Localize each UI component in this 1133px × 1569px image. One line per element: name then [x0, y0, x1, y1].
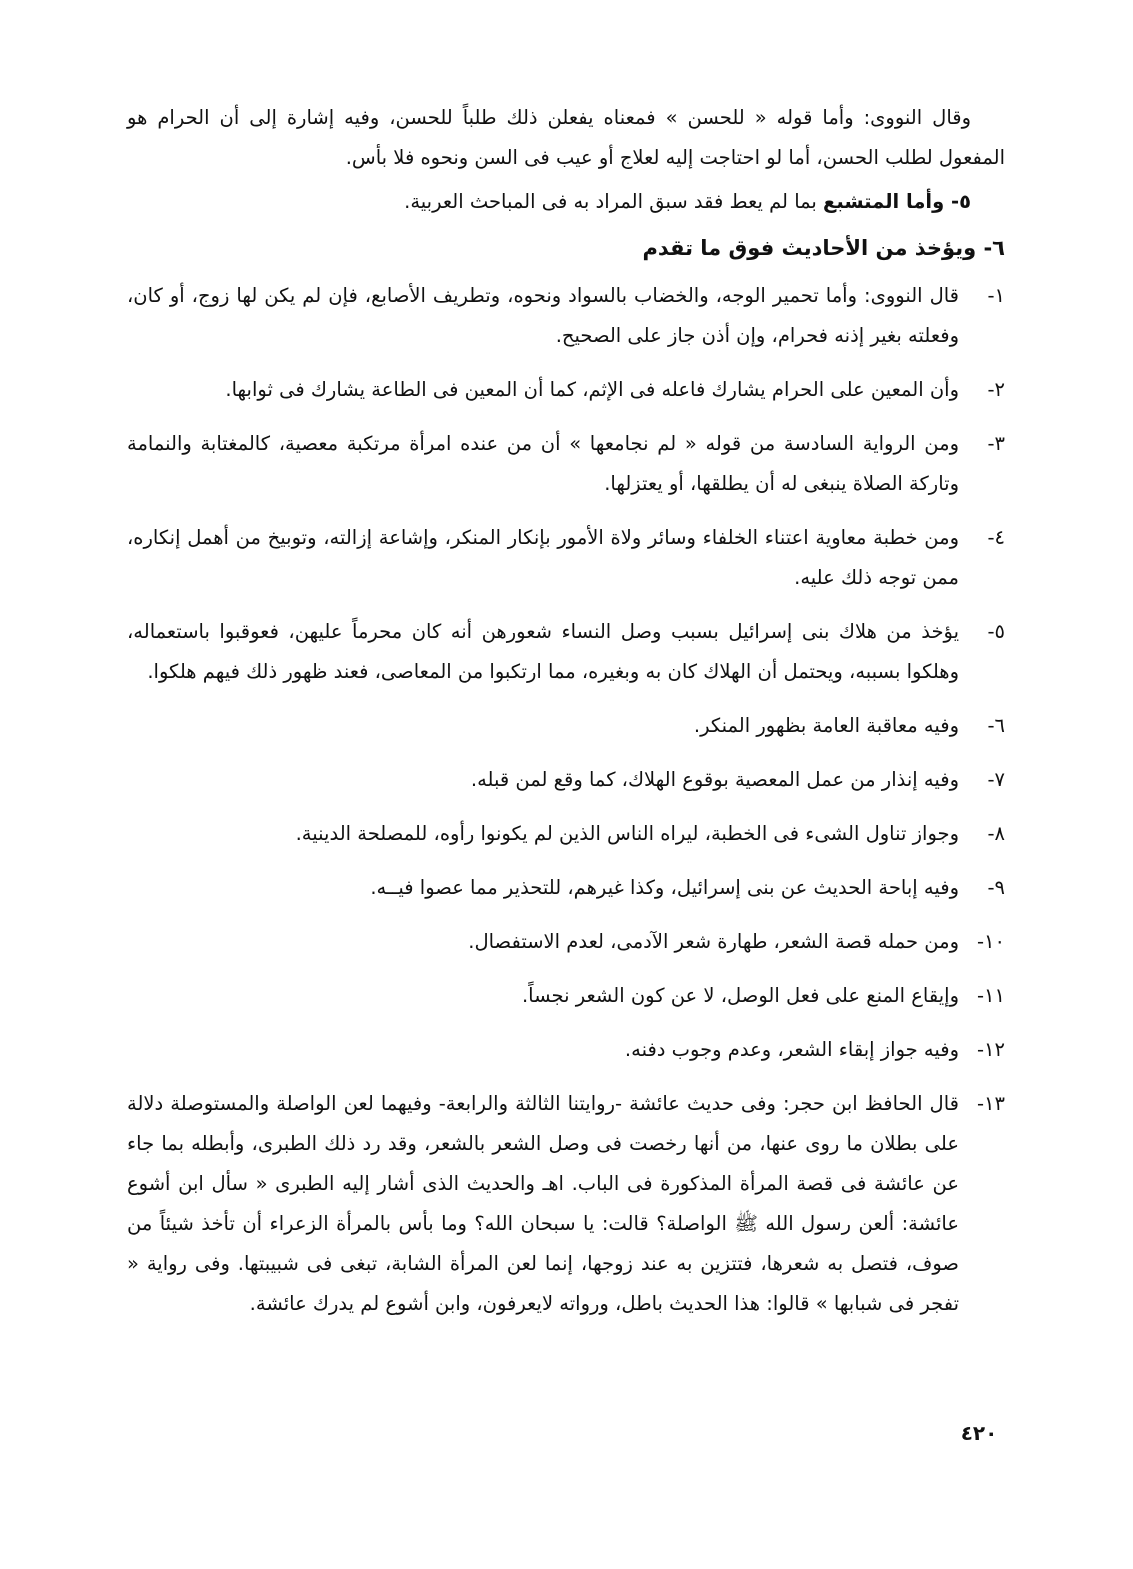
item-text: قال النووى: وأما تحمير الوجه، والخضاب بالسواد ونحوه، وتطريف الأصابع، فإن لم يكن لها زوج، أو كان، وفعلته بغير إذنه فحرام، وإن أذن جاز على الصحيح.	[127, 284, 959, 347]
list-item	[127, 1030, 1005, 1070]
document-page	[127, 98, 1005, 1338]
item-number: ١٠-	[977, 930, 1005, 953]
item-number: ١-	[987, 284, 1005, 307]
item-5-rest: بما لم يعط فقد سبق المراد به فى المباحث العربية.	[404, 190, 824, 213]
item-number: ٣-	[987, 432, 1005, 455]
item-text: ومن خطبة معاوية اعتناء الخلفاء وسائر ولاة الأمور بإنكار المنكر، وإشاعة إزالته، وتوبيخ من أهمل إنكاره، ممن توجه ذلك عليه.	[127, 526, 959, 589]
list-item	[127, 706, 1005, 746]
list-item	[127, 976, 1005, 1016]
list-item	[127, 868, 1005, 908]
list-item	[127, 612, 1005, 692]
item-number: ١٢-	[977, 1038, 1005, 1061]
item-number: ٢-	[987, 378, 1005, 401]
nawawi-paragraph: وقال النووى: وأما قوله « للحسن » فمعناه يفعلن ذلك طلباً للحسن، وفيه إشارة إلى أن الحرام هو المفعول لطلب الحسن، أما لو احتاجت إليه لعلاج أو عيب فى السن ونحوه فلا بأس.	[127, 106, 1005, 169]
item-number: ٧-	[987, 768, 1005, 791]
item-text: وإيقاع المنع على فعل الوصل، لا عن كون الشعر نجساً.	[521, 984, 959, 1007]
item-number: ٤-	[987, 526, 1005, 549]
item-5-lead: ٥- وأما المتشبع	[823, 190, 971, 213]
item-number: ٨-	[987, 822, 1005, 845]
list-item	[127, 814, 1005, 854]
list-item	[127, 276, 1005, 356]
list-item	[127, 1084, 1005, 1324]
page-number: ٤٢٠	[960, 1421, 998, 1445]
item-text: ومن الرواية السادسة من قوله « لم نجامعها » أن من عنده امرأة مرتكبة معصية، كالمغتابة والنمامة وتاركة الصلاة ينبغى له أن يطلقها، أو يعتزلها.	[127, 432, 959, 495]
list-item	[127, 370, 1005, 410]
section-heading: ٦- ويؤخذ من الأحاديث فوق ما تقدم	[642, 236, 1005, 260]
item-text: وفيه إنذار من عمل المعصية بوقوع الهلاك، كما وقع لمن قبله.	[470, 768, 959, 791]
item-text: يؤخذ من هلاك بنى إسرائيل بسبب وصل النساء شعورهن أنه كان محرماً عليهن، فعوقبوا باستعماله، وهلكوا بسببه، ويحتمل أن الهلاك كان به وبغيره، مما ارتكبوا من المعاصى، فعند ظهور ذلك فيهم هلكوا.	[127, 620, 959, 683]
list-item	[127, 518, 1005, 598]
derived-rulings-list	[127, 276, 1005, 1324]
item-number: ٥-	[987, 620, 1005, 643]
item-text: وفيه جواز إبقاء الشعر، وعدم وجوب دفنه.	[624, 1038, 959, 1061]
list-item	[127, 760, 1005, 800]
item-text: وفيه إباحة الحديث عن بنى إسرائيل، وكذا غيرهم، للتحذير مما عصوا فيــه.	[370, 876, 959, 899]
item-text: ومن حمله قصة الشعر، طهارة شعر الآدمى، لعدم الاستفصال.	[468, 930, 959, 953]
item-number: ٩-	[987, 876, 1005, 899]
item-text: قال الحافظ ابن حجر: وفى حديث عائشة -روايتنا الثالثة والرابعة- وفيهما لعن الواصلة والمستوصلة دلالة على بطلان ما روى عنها، من أنها رخصت فى وصل الشعر بالشعر، وقد رد ذلك الطبرى، وأبطله بما جاء عن عائشة فى قصة المرأة المذكورة فى الباب. اهـ والحديث الذى أشار إليه الطبرى « سأل ابن أشوع عائشة: ألعن رسول الله ﷺ الواصلة؟ قالت: يا سبحان الله؟ وما بأس بالمرأة الزعراء أن تأخذ شيئاً من صوف، فتصل به شعرها، فتتزين به عند زوجها، إنما لعن المرأة الشابة، تبغى فى شبيبتها. وفى رواية « تفجر فى شبابها » قالوا: هذا الحديث باطل، ورواته لايعرفون، وابن أشوع لم يدرك عائشة.	[127, 1092, 959, 1315]
item-5-mutashabbi	[127, 182, 971, 222]
item-text: وفيه معاقبة العامة بظهور المنكر.	[693, 714, 959, 737]
list-item	[127, 922, 1005, 962]
list-item	[127, 424, 1005, 504]
item-number: ٦-	[987, 714, 1005, 737]
item-number: ١٣-	[977, 1092, 1005, 1115]
item-number: ١١-	[977, 984, 1005, 1007]
item-text: وجواز تناول الشىء فى الخطبة، ليراه الناس الذين لم يكونوا رأوه، للمصلحة الدينية.	[295, 822, 959, 845]
item-text: وأن المعين على الحرام يشارك فاعله فى الإثم، كما أن المعين فى الطاعة يشارك فى ثوابها.	[225, 378, 959, 401]
